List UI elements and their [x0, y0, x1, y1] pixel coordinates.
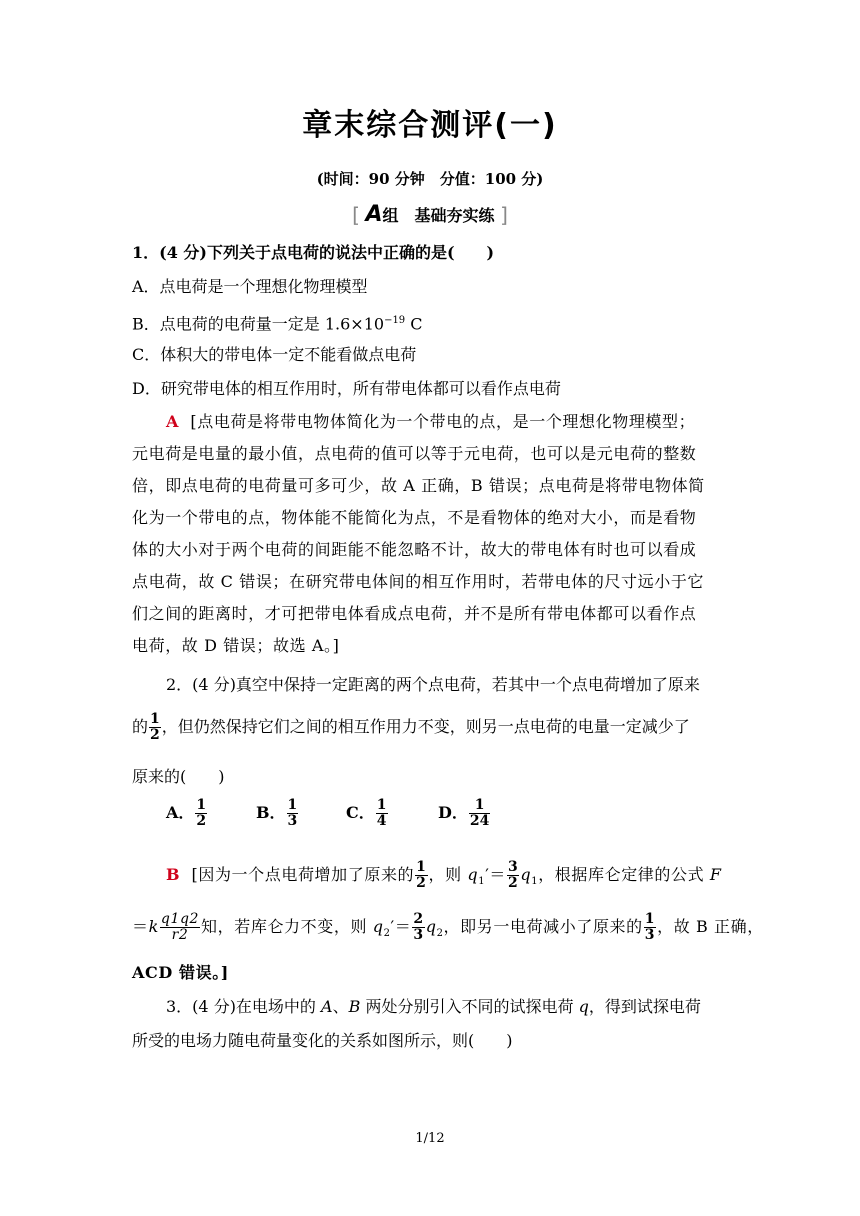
- q2-option-a: [166, 798, 208, 829]
- q2-option-a-num: 1: [196, 797, 207, 813]
- q2-option-d-num: 1: [469, 798, 490, 814]
- q2-a1-sub-b: 1: [531, 876, 539, 888]
- q2-option-a-label: A．: [166, 803, 195, 822]
- q2-a2-post: ，故 B 正确，: [657, 917, 764, 936]
- bracket-open: [: [352, 203, 360, 227]
- q3-point-b: B: [348, 997, 361, 1016]
- q2-option-c-label: C．: [346, 803, 375, 822]
- q2-option-d-den: 24: [469, 813, 490, 829]
- q2-a1-sub: 1: [478, 876, 486, 888]
- q2-option-c-fraction: [376, 798, 388, 829]
- q2-stem-line-2: [132, 712, 732, 743]
- q2-a2-fn: q1q2: [160, 911, 200, 927]
- q2-option-a-fraction: [195, 798, 207, 829]
- q1-answer-letter: A: [166, 412, 180, 431]
- q2-stem-pre: 的: [132, 717, 149, 736]
- q2-fraction-num: 1: [150, 711, 160, 727]
- q2-a2-frac-coulomb: [160, 912, 200, 943]
- q2-a2-q: q: [372, 917, 384, 936]
- q2-a1-q-b: q: [520, 865, 532, 884]
- exam-info: (时间：90 分钟 分值：100 分): [316, 170, 544, 188]
- q2-option-b-fraction: [287, 798, 299, 829]
- q1-stem: 1．(4 分)下列关于点电荷的说法中正确的是( ): [132, 243, 495, 262]
- q2-stem-post: ，但仍然保持它们之间的相互作用力不变，则另一点电荷的电量一定减少了: [161, 717, 690, 736]
- q3-stem-line-2: 所受的电场力随电荷量变化的关系如图所示，则( ): [132, 1031, 513, 1050]
- q2-a1-mid: ，则: [428, 865, 468, 884]
- page-title: 章末综合测评(一): [302, 108, 558, 143]
- q2-option-d: [438, 798, 491, 829]
- q1-option-b-unit: C: [405, 314, 423, 334]
- q2-a2-sub: 2: [383, 928, 391, 940]
- q2-a2-q-b: q: [425, 917, 437, 936]
- section-heading: [0, 202, 860, 227]
- q2-a1-eq: ′＝: [485, 865, 507, 884]
- q2-a1-post: ，根据库仑定律的公式: [538, 865, 710, 884]
- q2-fraction: [149, 712, 161, 743]
- q2-option-c-den: 4: [376, 813, 387, 829]
- q2-a2-mid: 知，若库仑力不变，则: [201, 917, 373, 936]
- q1-analysis-line-1: [166, 411, 766, 433]
- q2-option-d-label: D．: [438, 803, 468, 822]
- q2-a1-frac-1: [415, 860, 427, 891]
- q1-option-b-exponent: −19: [384, 315, 406, 326]
- q3-stem-line-1: [166, 996, 736, 1018]
- q2-a2-k: k: [148, 917, 159, 936]
- q2-fraction-den: 2: [150, 727, 160, 743]
- q2-a2-f3-den: 3: [413, 927, 424, 943]
- q2-a2-pre: ＝: [132, 917, 149, 936]
- q1-analysis-line-8: 电荷，故 D 错误；故选 A。]: [132, 636, 340, 655]
- q2-a1-f1-num: 1: [416, 859, 427, 875]
- page-number: 1/12: [415, 1131, 445, 1146]
- q3-post: ，得到试探电荷: [588, 997, 701, 1016]
- q1-analysis-line-4: 化为一个带电的点，物体能不能简化为点，不是看物体的绝对大小，而是看物: [132, 508, 697, 527]
- q2-a2-sub-b: 2: [436, 928, 444, 940]
- q2-a2-f4-den: 3: [644, 927, 656, 943]
- q2-a2-fd: r2: [171, 927, 189, 943]
- group-letter: A: [365, 202, 383, 227]
- q3-point-a: A: [321, 997, 333, 1016]
- q1-analysis-line-3: 倍，即点电荷的电荷量可多可少，故 A 正确，B 错误；点电荷是将带电物体简: [132, 476, 705, 495]
- q3-mid: 两处分别引入不同的试探电荷: [360, 997, 579, 1016]
- q2-a1-pre: [因为一个点电荷增加了原来的: [191, 865, 415, 884]
- q2-option-b-num: 1: [287, 797, 298, 813]
- q2-a2-eq: ′＝: [390, 917, 412, 936]
- q2-stem-line-3: 原来的( ): [132, 767, 225, 786]
- q2-a2-mid2: ，即另一电荷减小了原来的: [443, 917, 643, 936]
- q2-analysis-line-1: [166, 860, 736, 893]
- q2-a1-f1-den: 2: [416, 875, 427, 891]
- q1-option-b-text: B．点电荷的电荷量一定是 1.6×10: [132, 314, 385, 334]
- q1-analysis-line-7: 们之间的距离时，才可把带电体看成点电荷，并不是所有带电体都可以看作点: [132, 604, 697, 623]
- q1-analysis-line-5: 体的大小对于两个电荷的间距能不能忽略不计，故大的带电体有时也可以看成: [132, 540, 697, 559]
- q2-analysis-line-2: [132, 911, 764, 945]
- q2-option-a-den: 2: [196, 813, 207, 829]
- q3-sep: 、: [332, 997, 349, 1016]
- q2-option-c: [346, 798, 389, 829]
- q2-a2-f4-num: 1: [644, 911, 656, 927]
- q2-option-b-den: 3: [287, 813, 298, 829]
- q2-stem-line-1: 2．(4 分)真空中保持一定距离的两个点电荷，若其中一个点电荷增加了原来: [166, 675, 700, 694]
- q2-a1-f2-den: 2: [508, 875, 519, 891]
- q3-pre: 3．(4 分)在电场中的: [166, 997, 322, 1016]
- q2-a2-f3-num: 2: [413, 911, 424, 927]
- q1-analysis-line-6: 点电荷，故 C 错误；在研究带电体间的相互作用时，若带电体的尺寸远小于它: [132, 572, 705, 591]
- q2-option-d-fraction: [469, 798, 490, 829]
- q3-q: q: [578, 997, 589, 1016]
- q2-analysis-line-3: ACD 错误。]: [132, 963, 229, 982]
- q1-option-c: C．体积大的带电体一定不能看做点电荷: [132, 345, 417, 364]
- q2-a2-frac-3: [412, 912, 424, 943]
- q1-option-b: [132, 310, 732, 335]
- q2-a1-frac-2: [507, 860, 519, 891]
- q2-a1-F: F: [709, 865, 722, 884]
- q2-a1-q: q: [467, 865, 479, 884]
- q2-option-c-num: 1: [376, 797, 387, 813]
- q1-option-a: A．点电荷是一个理想化物理模型: [132, 277, 368, 296]
- q1-analysis-line-2: 元电荷是电量的最小值，点电荷的值可以等于元电荷，也可以是元电荷的整数: [132, 444, 697, 463]
- q2-a2-frac-4: [644, 912, 656, 943]
- q1-analysis-text-1: [点电荷是将带电物体简化为一个带电的点，是一个理想化物理模型；: [190, 412, 696, 431]
- q2-a1-f2-num: 3: [508, 859, 519, 875]
- bracket-close: ]: [500, 203, 508, 227]
- q2-answer-letter: B: [166, 865, 181, 884]
- q2-option-b-label: B．: [256, 803, 286, 822]
- q2-option-b: [256, 798, 299, 829]
- q1-option-d: D．研究带电体的相互作用时，所有带电体都可以看作点电荷: [132, 379, 561, 398]
- group-text: 组 基础夯实练: [382, 206, 495, 225]
